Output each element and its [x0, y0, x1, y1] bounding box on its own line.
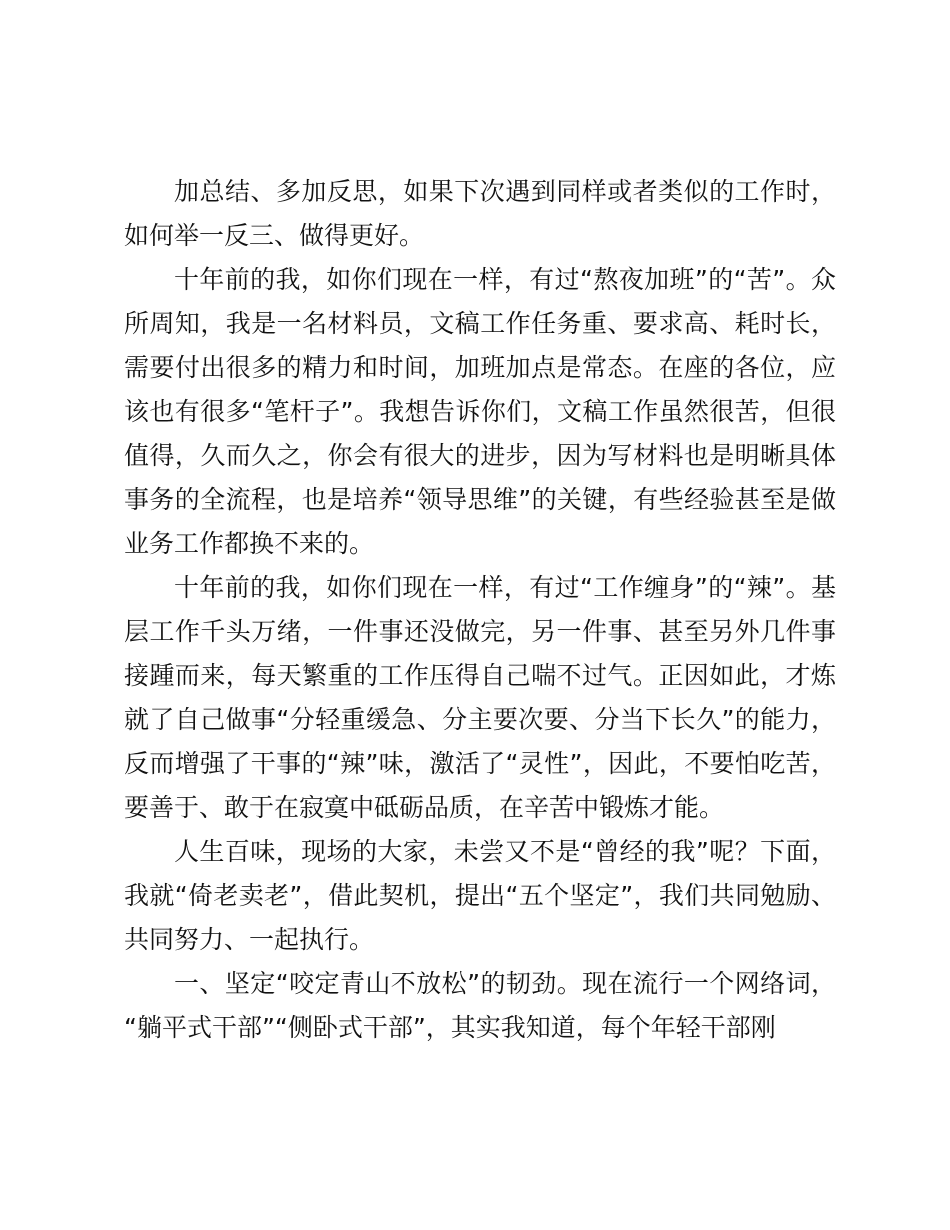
paragraph-4	[124, 830, 836, 962]
text-line: 层工作千头万绪，一件事还没做完，另一件事、甚至另外几件事	[124, 617, 836, 646]
text-line: 一、坚定“咬定青山不放松”的韧劲。现在流行一个网络词，	[174, 969, 836, 998]
text-line: 如何举一反三、做得更好。	[124, 221, 425, 250]
text-line: 事务的全流程，也是培养“领导思维”的关键，有些经验甚至是做	[124, 485, 836, 514]
paragraph-3	[124, 566, 836, 830]
text-line: 我就“倚老卖老”，借此契机，提出“五个坚定”，我们共同勉励、	[124, 881, 836, 910]
paragraph-2	[124, 258, 836, 566]
text-line: 十年前的我，如你们现在一样，有过“熬夜加班”的“苦”。众	[174, 265, 836, 294]
text-line: 就了自己做事“分轻重缓急、分主要次要、分当下长久”的能力，	[124, 705, 836, 734]
text-line: 要善于、敢于在寂寞中砥砺品质，在辛苦中锻炼才能。	[124, 793, 725, 822]
text-line: 人生百味，现场的大家，未尝又不是“曾经的我”呢？下面，	[174, 837, 836, 866]
paragraph-5	[124, 962, 836, 1050]
text-line: “躺平式干部”“侧卧式干部”，其实我知道，每个年轻干部刚	[124, 1013, 776, 1042]
text-line: 需要付出很多的精力和时间，加班加点是常态。在座的各位，应	[124, 353, 836, 382]
text-line: 值得，久而久之，你会有很大的进步，因为写材料也是明晰具体	[124, 441, 836, 470]
text-line: 该也有很多“笔杆子”。我想告诉你们，文稿工作虽然很苦，但很	[124, 397, 836, 426]
text-line: 接踵而来，每天繁重的工作压得自己喘不过气。正因如此，才炼	[124, 661, 836, 690]
paragraph-1	[124, 170, 836, 258]
text-line: 业务工作都换不来的。	[124, 529, 375, 558]
document-body	[124, 170, 836, 1050]
text-line: 所周知，我是一名材料员，文稿工作任务重、要求高、耗时长，	[124, 309, 836, 338]
text-line: 共同努力、一起执行。	[124, 925, 375, 954]
text-line: 十年前的我，如你们现在一样，有过“工作缠身”的“辣”。基	[174, 573, 836, 602]
text-line: 反而增强了干事的“辣”味，激活了“灵性”，因此，不要怕吃苦，	[124, 749, 836, 778]
text-line: 加总结、多加反思，如果下次遇到同样或者类似的工作时，	[174, 177, 836, 206]
